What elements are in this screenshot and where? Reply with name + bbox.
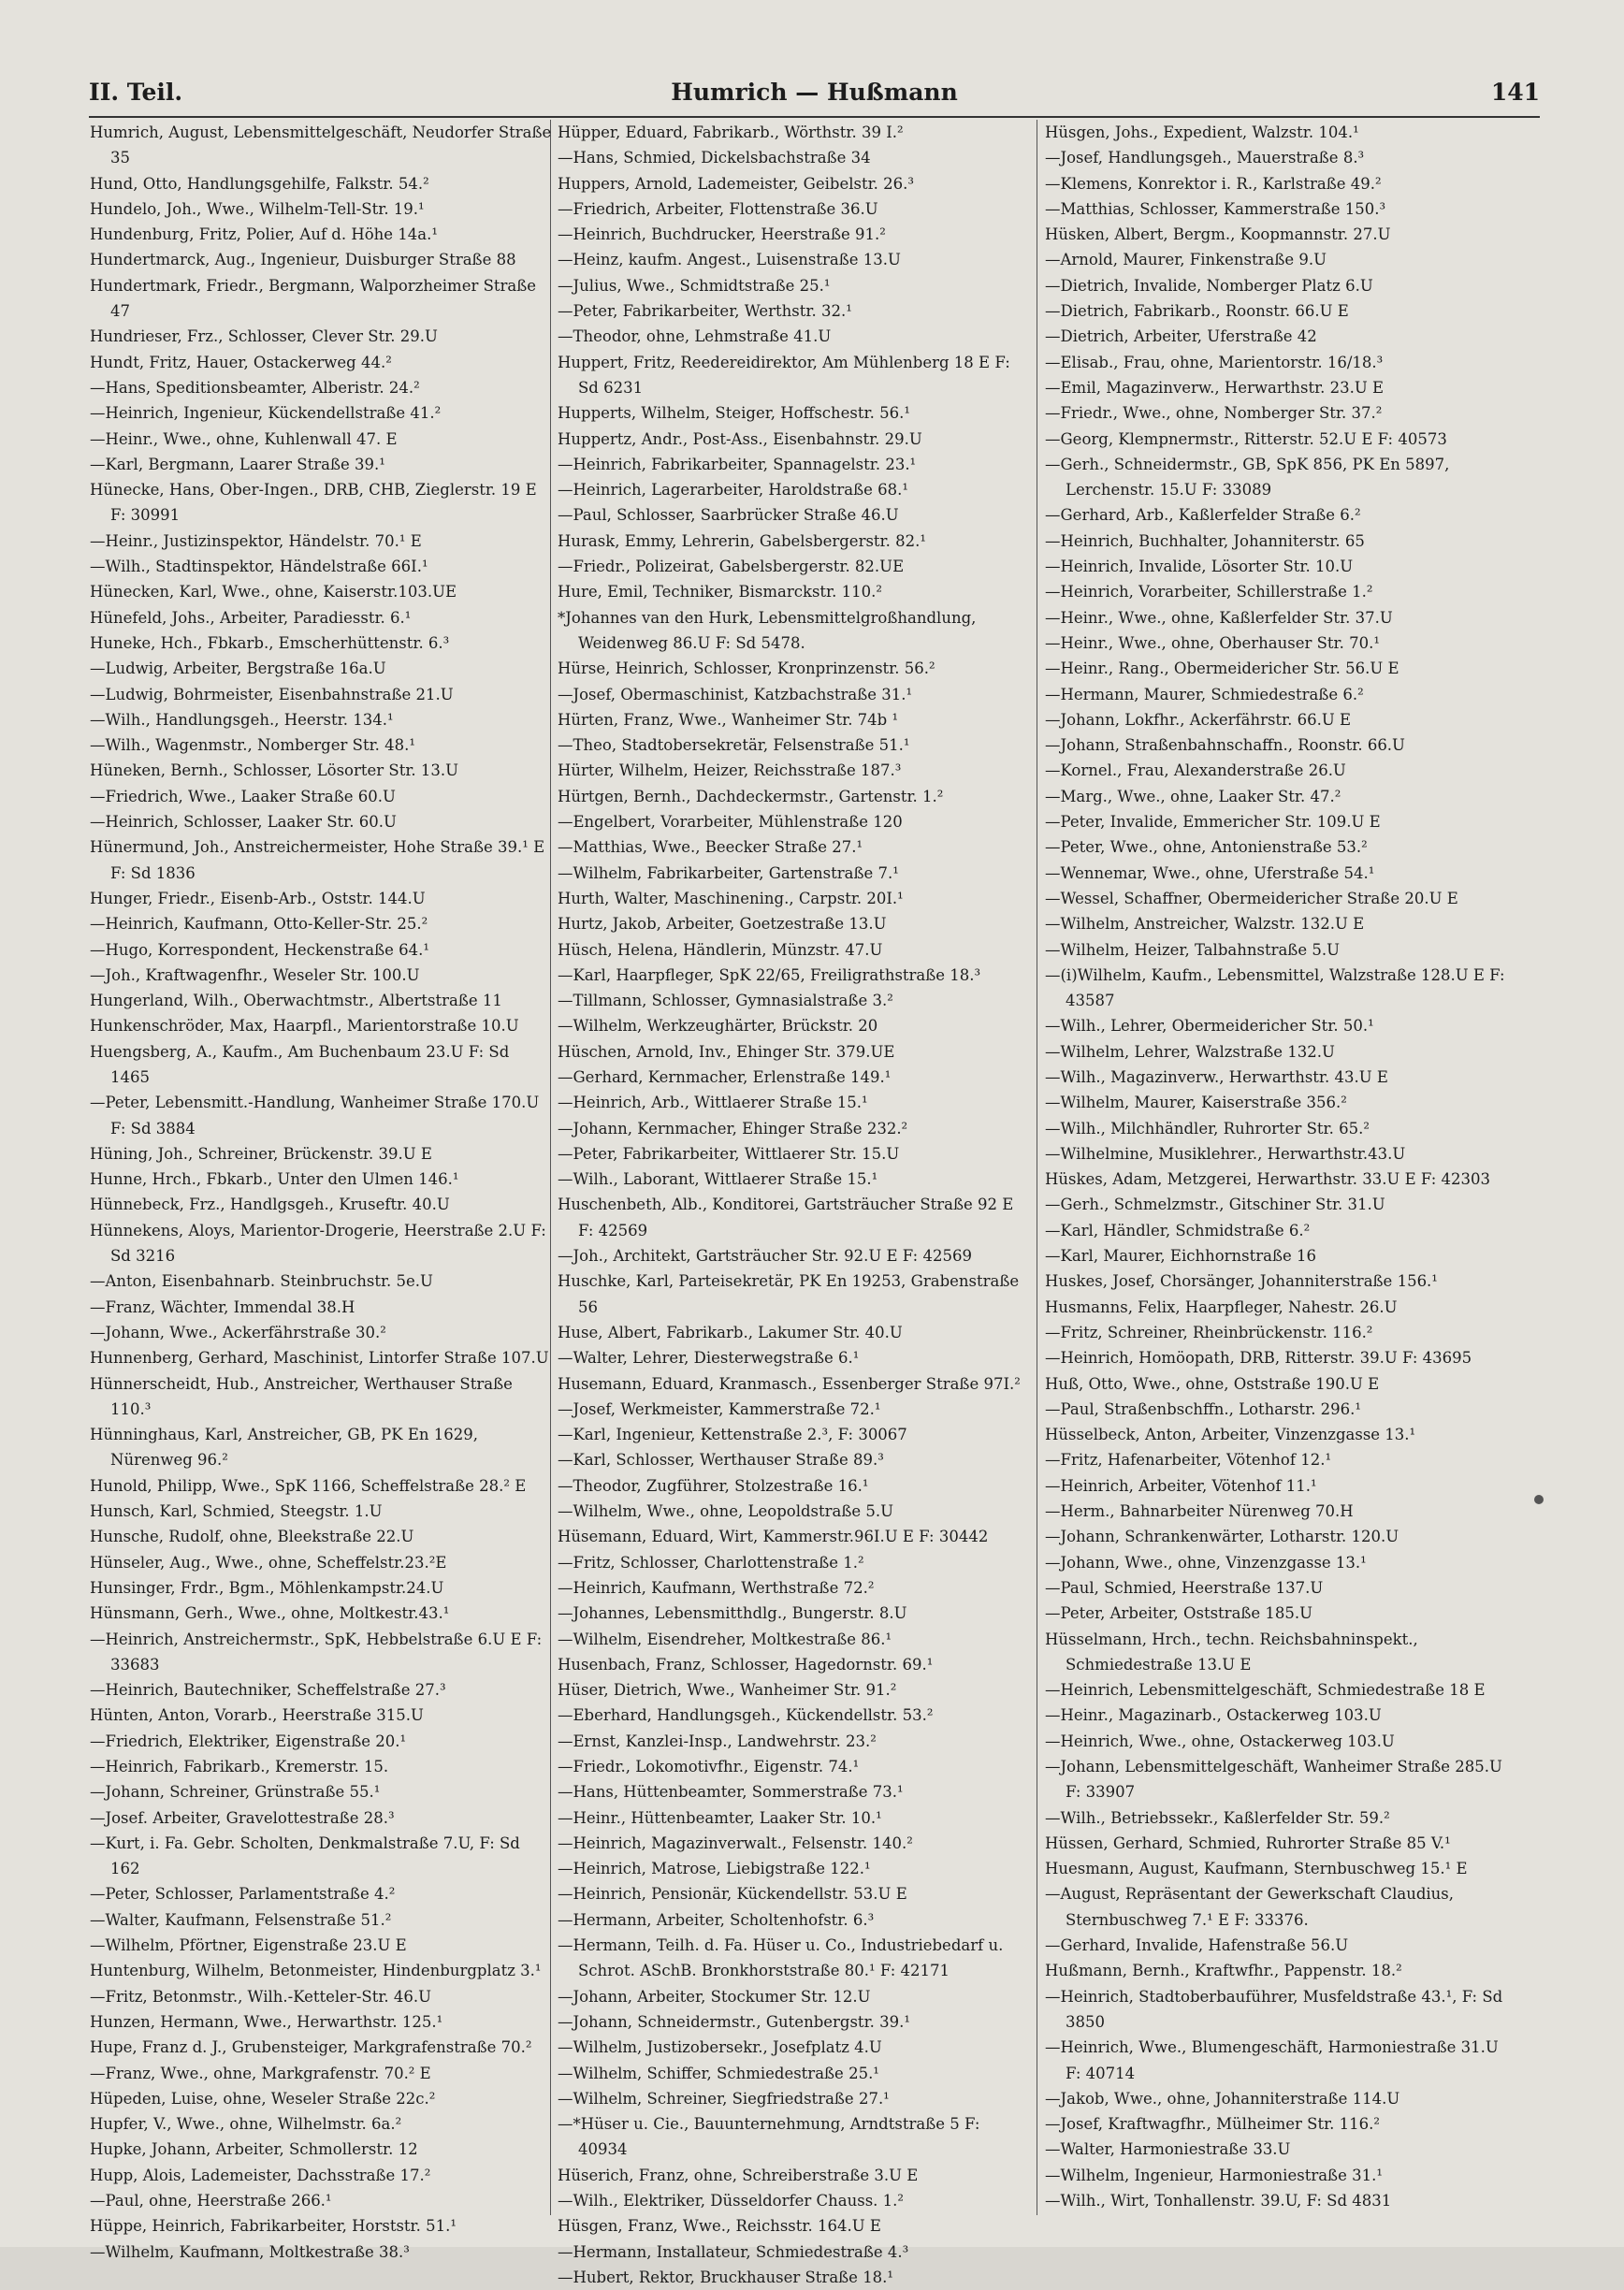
- directory-entry: —Wilhelm, Anstreicher, Walzstr. 132.U E: [1045, 915, 1365, 934]
- directory-entry: Hure, Emil, Techniker, Bismarckstr. 110.²: [558, 583, 882, 601]
- directory-entry: —Johann, Lebensmittelgeschäft, Wanheimer Straße 285.U F: 33907: [1045, 1758, 1502, 1802]
- directory-entry: —Friedr., Wwe., ohne, Nomberger Str. 37.²: [1045, 404, 1383, 423]
- directory-entry: Hünsmann, Gerh., Wwe., ohne, Moltkestr.43.¹: [90, 1604, 450, 1623]
- directory-entry: —Heinrich, Pensionär, Kückendellstr. 53.U E: [558, 1885, 907, 1904]
- directory-entry: —Heinrich, Ingenieur, Kückendellstraße 41.²: [90, 404, 442, 423]
- directory-entry: Hünseler, Aug., Wwe., ohne, Scheffelstr.23.²E: [90, 1553, 447, 1572]
- directory-entry: —Joh., Architekt, Gartsträucher Str. 92.U E F: 42569: [558, 1247, 972, 1266]
- directory-entry: Huntenburg, Wilhelm, Betonmeister, Hindenburgplatz 3.¹: [90, 1962, 542, 1980]
- directory-entry: —Johann, Schrankenwärter, Lotharstr. 120.U: [1045, 1528, 1399, 1546]
- directory-entry: Hundertmarck, Aug., Ingenieur, Duisburger Straße 88: [90, 251, 516, 269]
- directory-entry: —Heinr., Wwe., ohne, Kuhlenwall 47. E: [90, 429, 398, 448]
- directory-entry: —Wilhelm, Heizer, Talbahnstraße 5.U: [1045, 940, 1340, 959]
- directory-entry: —Wilhelm, Werkzeughärter, Brückstr. 20: [558, 1017, 878, 1036]
- directory-entry: —Hermann, Teilh. d. Fa. Hüser u. Co., Industriebedarf u. Schrot. ASchB. Bronkhorststraße 80.¹ F: 42171: [558, 1936, 1004, 1980]
- directory-entry: —Peter, Arbeiter, Oststraße 185.U: [1045, 1604, 1313, 1623]
- directory-entry: —Heinr., Magazinarb., Ostackerweg 103.U: [1045, 1706, 1382, 1725]
- directory-entry: —Karl, Ingenieur, Kettenstraße 2.³, F: 30067: [558, 1426, 907, 1444]
- directory-entry: Hünnerscheidt, Hub., Anstreicher, Werthauser Straße 110.³: [90, 1374, 513, 1418]
- directory-entry: —Klemens, Konrektor i. R., Karlstraße 49.²: [1045, 174, 1382, 193]
- directory-entry: —Marg., Wwe., ohne, Laaker Str. 47.²: [1045, 787, 1341, 805]
- directory-entry: —Heinrich, Fabrikarb., Kremerstr. 15.: [90, 1758, 389, 1775]
- ink-spot: [1534, 1495, 1544, 1504]
- page-number: 141: [1490, 79, 1540, 106]
- directory-entry: —Hubert, Rektor, Bruckhauser Straße 18.¹: [558, 2268, 894, 2286]
- directory-entry: Huneke, Hch., Fbkarb., Emscherhüttenstr. 6.³: [90, 633, 450, 652]
- directory-entry: —Wilhelm, Maurer, Kaiserstraße 356.²: [1045, 1094, 1347, 1112]
- directory-entry: —Engelbert, Vorarbeiter, Mühlenstraße 120: [558, 813, 903, 832]
- directory-entry: Hüschen, Arnold, Inv., Ehinger Str. 379.UE: [558, 1042, 895, 1061]
- directory-entry: —Wilh., Handlungsgeh., Heerstr. 134.¹: [90, 710, 394, 729]
- directory-entry: —Heinrich, Magazinverwalt., Felsenstr. 140.²: [558, 1833, 913, 1852]
- directory-entry: Hürten, Franz, Wwe., Wanheimer Str. 74b ¹: [558, 710, 899, 729]
- directory-entry: Hünten, Anton, Vorarb., Heerstraße 315.U: [90, 1706, 424, 1725]
- directory-entry: —Johann, Wwe., Ackerfährstraße 30.²: [90, 1323, 386, 1341]
- directory-entry: Hundertmark, Friedr., Bergmann, Walporzheimer Straße 47: [90, 276, 537, 321]
- directory-entry: —Josef. Arbeiter, Gravelottestraße 28.³: [90, 1808, 395, 1827]
- directory-entry: —Wilhelm, Fabrikarbeiter, Gartenstraße 7.¹: [558, 863, 899, 882]
- directory-entry: —Heinrich, Kaufmann, Otto-Keller-Str. 25.²: [90, 915, 428, 934]
- directory-entry: Hupperts, Wilhelm, Steiger, Hoffschestr. 56.¹: [558, 404, 910, 423]
- directory-entry: —Jakob, Wwe., ohne, Johanniterstraße 114.U: [1045, 2089, 1400, 2108]
- directory-entry: Hünefeld, Johs., Arbeiter, Paradiesstr. 6.¹: [90, 608, 412, 627]
- directory-entry: Hüpeden, Luise, ohne, Weseler Straße 22c.²: [90, 2089, 436, 2108]
- directory-entry: —Paul, ohne, Heerstraße 266.¹: [90, 2192, 332, 2210]
- directory-entry: Hürse, Heinrich, Schlosser, Kronprinzenstr. 56.²: [558, 659, 935, 678]
- directory-entry: —Heinrich, Bautechniker, Scheffelstraße 27.³: [90, 1681, 446, 1700]
- directory-entry: —Gerhard, Arb., Kaßlerfelder Straße 6.²: [1045, 506, 1361, 525]
- directory-entry: —Dietrich, Fabrikarb., Roonstr. 66.U E: [1045, 302, 1349, 321]
- directory-entry: —Wilhelmine, Musiklehrer., Herwarthstr.43.U: [1045, 1144, 1406, 1163]
- directory-entry: —Wilhelm, Kaufmann, Moltkestraße 38.³: [90, 2242, 410, 2261]
- directory-entry: Hundrieser, Frz., Schlosser, Clever Str. 29.U: [90, 327, 438, 346]
- directory-entry: —Heinrich, Arbeiter, Vötenhof 11.¹: [1045, 1476, 1317, 1495]
- directory-entry: Huskes, Josef, Chorsänger, Johanniterstraße 156.¹: [1045, 1272, 1438, 1291]
- directory-entry: Hüsken, Albert, Bergm., Koopmannstr. 27.U: [1045, 225, 1391, 244]
- directory-entry: —Wilhelm, Ingenieur, Harmoniestraße 31.¹: [1045, 2166, 1383, 2184]
- directory-entry: —Gerhard, Kernmacher, Erlenstraße 149.¹: [558, 1067, 892, 1086]
- directory-entry: Huß, Otto, Wwe., ohne, Oststraße 190.U E: [1045, 1374, 1380, 1393]
- directory-entry: Hünnekens, Aloys, Marientor-Drogerie, Heerstraße 2.U F: Sd 3216: [90, 1221, 546, 1266]
- directory-entry: Husemann, Eduard, Kranmasch., Essenberger Straße 97I.²: [558, 1374, 1021, 1393]
- directory-entry: —Hermann, Arbeiter, Scholtenhofstr. 6.³: [558, 1910, 875, 1929]
- directory-entry: —Wilh., Milchhändler, Ruhrorter Str. 65.²: [1045, 1119, 1370, 1138]
- directory-entry: *Johannes van den Hurk, Lebensmittelgroßhandlung, Weidenweg 86.U F: Sd 5478.: [558, 608, 977, 652]
- directory-entry: Huschenbeth, Alb., Konditorei, Gartsträucher Straße 92 E F: 42569: [558, 1196, 1014, 1239]
- directory-entry: —Wilh., Elektriker, Düsseldorfer Chauss. 1.²: [558, 2192, 905, 2210]
- directory-entry: —(i)Wilhelm, Kaufm., Lebensmittel, Walzstraße 128.U E F: 43587: [1045, 965, 1505, 1010]
- directory-entry: —Josef, Obermaschinist, Katzbachstraße 31.¹: [558, 685, 913, 703]
- directory-entry: —Eberhard, Handlungsgeh., Kückendellstr. 53.²: [558, 1706, 934, 1725]
- directory-entry: —Heinrich, Fabrikarbeiter, Spannagelstr. 23.¹: [558, 455, 917, 473]
- directory-entry: —Emil, Magazinverw., Herwarthstr. 23.U E: [1045, 378, 1385, 397]
- directory-entry: Hunzen, Hermann, Wwe., Herwarthstr. 125.¹: [90, 2012, 443, 2031]
- page-title: Humrich — Hußmann: [671, 79, 958, 106]
- directory-entry: —Paul, Schlosser, Saarbrücker Straße 46.U: [558, 506, 899, 525]
- directory-entry: —Friedr., Polizeirat, Gabelsbergerstr. 82.UE: [558, 558, 905, 576]
- directory-entry: —Friedrich, Elektriker, Eigenstraße 20.¹: [90, 1732, 407, 1750]
- directory-entry: Husmanns, Felix, Haarpfleger, Nahestr. 26.U: [1045, 1297, 1398, 1316]
- directory-entry: —Ernst, Kanzlei-Insp., Landwehrstr. 23.²: [558, 1732, 877, 1750]
- directory-entry: —Gerh., Schmelzmstr., Gitschiner Str. 31.U: [1045, 1196, 1385, 1214]
- directory-entry: —Johann, Kernmacher, Ehinger Straße 232.²: [558, 1119, 908, 1138]
- directory-entry: Hüsgen, Franz, Wwe., Reichsstr. 164.U E: [558, 2217, 881, 2236]
- directory-entry: Huengsberg, A., Kaufm., Am Buchenbaum 23.U F: Sd 1465: [90, 1042, 510, 1086]
- directory-entry: —Hermann, Installateur, Schmiedestraße 4.³: [558, 2242, 909, 2261]
- directory-entry: —Paul, Schmied, Heerstraße 137.U: [1045, 1578, 1324, 1597]
- page-header: [89, 73, 1540, 110]
- directory-entry: Huppertz, Andr., Post-Ass., Eisenbahnstr. 29.U: [558, 429, 922, 448]
- directory-entry: —Peter, Fabrikarbeiter, Werthstr. 32.¹: [558, 302, 852, 321]
- directory-entry: Hund, Otto, Handlungsgehilfe, Falkstr. 54.²: [90, 174, 429, 193]
- directory-entry: —Karl, Bergmann, Laarer Straße 39.¹: [90, 455, 385, 473]
- directory-entry: —Fritz, Schreiner, Rheinbrückenstr. 116.²: [1045, 1323, 1373, 1341]
- directory-entry: —Wilh., Wagenmstr., Nomberger Str. 48.¹: [90, 736, 415, 755]
- directory-entry: Hüser, Dietrich, Wwe., Wanheimer Str. 91.²: [558, 1681, 897, 1700]
- directory-entry: —Wilh., Stadtinspektor, Händelstraße 66I.¹: [90, 558, 428, 576]
- directory-entry: Hunkenschröder, Max, Haarpfl., Marientorstraße 10.U: [90, 1017, 519, 1036]
- directory-entry: —Fritz, Betonmstr., Wilh.-Ketteler-Str. 46.U: [90, 1987, 432, 2006]
- directory-entry: Hungerland, Wilh., Oberwachtmstr., Albertstraße 11: [90, 992, 502, 1010]
- directory-entry: —Johann, Lokfhr., Ackerfährstr. 66.U E: [1045, 710, 1352, 729]
- directory-entry: —Julius, Wwe., Schmidtstraße 25.¹: [558, 276, 831, 295]
- directory-entry: Hüsselbeck, Anton, Arbeiter, Vinzenzgasse 13.¹: [1045, 1426, 1416, 1444]
- directory-entry: Hünnebeck, Frz., Handlgsgeh., Kruseftr. 40.U: [90, 1196, 450, 1214]
- directory-entry: —Hugo, Korrespondent, Heckenstraße 64.¹: [90, 940, 430, 959]
- directory-entry: Hupfer, V., Wwe., ohne, Wilhelmstr. 6a.²: [90, 2115, 402, 2134]
- directory-entry: —Karl, Händler, Schmidstraße 6.²: [1045, 1221, 1311, 1239]
- directory-entry: Hünecken, Karl, Wwe., ohne, Kaiserstr.103.UE: [90, 583, 457, 601]
- directory-entry: —Joh., Kraftwagenfhr., Weseler Str. 100.U: [90, 965, 420, 984]
- directory-entry: Hürter, Wilhelm, Heizer, Reichsstraße 187.³: [558, 761, 902, 780]
- directory-entry: —Dietrich, Invalide, Nomberger Platz 6.U: [1045, 276, 1373, 295]
- directory-entry: Humrich, August, Lebensmittelgeschäft, Neudorfer Straße 35: [90, 123, 552, 167]
- directory-entry: —Josef, Kraftwagfhr., Mülheimer Str. 116.²: [1045, 2115, 1381, 2134]
- directory-entry: —Matthias, Schlosser, Kammerstraße 150.³: [1045, 199, 1386, 218]
- directory-entry: —August, Repräsentant der Gewerkschaft Claudius, Sternbuschweg 7.¹ E F: 33376.: [1045, 1885, 1455, 1929]
- directory-entry: Hüssen, Gerhard, Schmied, Ruhrorter Straße 85 V.¹: [1045, 1833, 1451, 1852]
- directory-entry: —Dietrich, Arbeiter, Uferstraße 42: [1045, 327, 1317, 346]
- directory-entry: Hüsemann, Eduard, Wirt, Kammerstr.96I.U E F: 30442: [558, 1528, 989, 1546]
- directory-entry: —Hans, Speditionsbeamter, Alberistr. 24.²: [90, 378, 420, 397]
- directory-entry: —Johann, Schneidermstr., Gutenbergstr. 39.¹: [558, 2012, 910, 2031]
- directory-entry: Hupke, Johann, Arbeiter, Schmollerstr. 12: [90, 2140, 418, 2159]
- directory-entry: —Heinrich, Kaufmann, Werthstraße 72.²: [558, 1578, 875, 1597]
- directory-entry: —Heinrich, Lagerarbeiter, Haroldstraße 68.¹: [558, 481, 908, 500]
- directory-entry: —Tillmann, Schlosser, Gymnasialstraße 3.²: [558, 992, 893, 1010]
- directory-entry: —Wilhelm, Pförtner, Eigenstraße 23.U E: [90, 1936, 407, 1955]
- directory-entry: —Heinrich, Buchhalter, Johanniterstr. 65: [1045, 531, 1365, 550]
- directory-entry: —Franz, Wächter, Immendal 38.H: [90, 1297, 355, 1316]
- column-2: [558, 120, 1021, 2286]
- directory-entry: —Karl, Maurer, Eichhornstraße 16: [1045, 1247, 1317, 1266]
- directory-entry: —*Hüser u. Cie., Bauunternehmung, Arndtstraße 5 F: 40934: [558, 2115, 980, 2159]
- directory-entry: Hupe, Franz d. J., Grubensteiger, Markgrafenstraße 70.²: [90, 2038, 532, 2057]
- directory-entry: —Wilhelm, Wwe., ohne, Leopoldstraße 5.U: [558, 1502, 894, 1521]
- directory-entry: —Hans, Hüttenbeamter, Sommerstraße 73.¹: [558, 1783, 904, 1802]
- directory-entry: —Heinz, kaufm. Angest., Luisenstraße 13.U: [558, 251, 901, 269]
- directory-entry: —Karl, Schlosser, Werthauser Straße 89.³: [558, 1451, 884, 1470]
- directory-entry: Hurth, Walter, Maschinening., Carpstr. 20I.¹: [558, 889, 904, 907]
- directory-entry: —Hermann, Maurer, Schmiedestraße 6.²: [1045, 685, 1364, 703]
- directory-entry: —Wilh., Laborant, Wittlaerer Straße 15.¹: [558, 1170, 878, 1189]
- directory-entry: Hünecke, Hans, Ober-Ingen., DRB, CHB, Zieglerstr. 19 E F: 30991: [90, 481, 537, 525]
- directory-entry: —Heinr., Justizinspektor, Händelstr. 70.¹ E: [90, 531, 422, 550]
- directory-entry: —Friedrich, Arbeiter, Flottenstraße 36.U: [558, 199, 878, 218]
- directory-entry: —Theodor, ohne, Lehmstraße 41.U: [558, 327, 832, 346]
- header-rule: [89, 116, 1540, 118]
- directory-entry: —Friedrich, Wwe., Laaker Straße 60.U: [90, 787, 396, 805]
- directory-entry: Hüppe, Heinrich, Fabrikarbeiter, Horststr. 51.¹: [90, 2217, 457, 2236]
- directory-entry: —Wennemar, Wwe., ohne, Uferstraße 54.¹: [1045, 863, 1375, 882]
- directory-entry: —Fritz, Schlosser, Charlottenstraße 1.²: [558, 1553, 864, 1572]
- directory-entry: —Georg, Klempnermstr., Ritterstr. 52.U E F: 40573: [1045, 429, 1447, 448]
- directory-entry: —Herm., Bahnarbeiter Nürenweg 70.H: [1045, 1502, 1354, 1521]
- directory-entry: —Heinrich, Arb., Wittlaerer Straße 15.¹: [558, 1094, 868, 1112]
- directory-entry: —Wilh., Lehrer, Obermeidericher Str. 50.¹: [1045, 1017, 1374, 1036]
- directory-entry: —Peter, Wwe., ohne, Antonienstraße 53.²: [1045, 838, 1368, 857]
- directory-entry: —Wessel, Schaffner, Obermeidericher Straße 20.U E: [1045, 889, 1458, 907]
- directory-entry: —Wilh., Wirt, Tonhallenstr. 39.U, F: Sd 4831: [1045, 2192, 1392, 2210]
- directory-entry: —Heinrich, Invalide, Lösorter Str. 10.U: [1045, 558, 1354, 576]
- directory-entry: Hunnenberg, Gerhard, Maschinist, Lintorfer Straße 107.U: [90, 1349, 549, 1368]
- column-3: [1045, 120, 1508, 2215]
- directory-entry: —Heinrich, Wwe., Blumengeschäft, Harmoniestraße 31.U F: 40714: [1045, 2038, 1499, 2082]
- directory-entry: Hurtz, Jakob, Arbeiter, Goetzestraße 13.U: [558, 915, 887, 934]
- directory-entry: Hundenburg, Fritz, Polier, Auf d. Höhe 14a.¹: [90, 225, 438, 244]
- directory-entry: Hunsche, Rudolf, ohne, Bleekstraße 22.U: [90, 1528, 414, 1546]
- directory-entry: —Wilh., Magazinverw., Herwarthstr. 43.U E: [1045, 1067, 1388, 1086]
- column-1: [90, 120, 553, 2261]
- directory-entry: —Josef, Handlungsgeh., Mauerstraße 8.³: [1045, 149, 1365, 167]
- directory-entry: —Fritz, Hafenarbeiter, Vötenhof 12.¹: [1045, 1451, 1332, 1470]
- directory-entry: Huppert, Fritz, Reedereidirektor, Am Mühlenberg 18 E F: Sd 6231: [558, 353, 1010, 397]
- directory-entry: Hunger, Friedr., Eisenb-Arb., Oststr. 144.U: [90, 889, 426, 907]
- directory-entry: Hurask, Emmy, Lehrerin, Gabelsbergerstr. 82.¹: [558, 531, 926, 550]
- directory-entry: —Wilh., Betriebssekr., Kaßlerfelder Str. 59.²: [1045, 1808, 1390, 1827]
- directory-entry: —Heinrich, Matrose, Liebigstraße 122.¹: [558, 1860, 871, 1878]
- directory-entry: Hunsinger, Frdr., Bgm., Möhlenkampstr.24.U: [90, 1578, 444, 1597]
- section-label: II. Teil.: [89, 79, 183, 106]
- directory-entry: —Heinr., Wwe., ohne, Kaßlerfelder Str. 37.U: [1045, 608, 1393, 627]
- directory-entry: —Johannes, Lebensmitthdlg., Bungerstr. 8.U: [558, 1604, 907, 1623]
- directory-entry: Hünermund, Joh., Anstreichermeister, Hohe Straße 39.¹ E F: Sd 1836: [90, 838, 545, 882]
- directory-entry: —Walter, Lehrer, Diesterwegstraße 6.¹: [558, 1349, 860, 1368]
- directory-entry: —Peter, Invalide, Emmericher Str. 109.U E: [1045, 813, 1381, 832]
- directory-entry: —Elisab., Frau, ohne, Marientorstr. 16/18.³: [1045, 353, 1384, 371]
- directory-entry: —Anton, Eisenbahnarb. Steinbruchstr. 5e.U: [90, 1272, 433, 1291]
- directory-entry: —Arnold, Maurer, Finkenstraße 9.U: [1045, 251, 1327, 269]
- directory-entry: —Heinrich, Wwe., ohne, Ostackerweg 103.U: [1045, 1732, 1395, 1750]
- directory-entry: Hüsch, Helena, Händlerin, Münzstr. 47.U: [558, 940, 883, 959]
- directory-entry: Huesmann, August, Kaufmann, Sternbuschweg 15.¹ E: [1045, 1860, 1468, 1878]
- directory-entry: Husenbach, Franz, Schlosser, Hagedornstr. 69.¹: [558, 1655, 934, 1674]
- directory-entry: Hüneken, Bernh., Schlosser, Lösorter Str. 13.U: [90, 761, 459, 780]
- directory-entry: Hüskes, Adam, Metzgerei, Herwarthstr. 33.U E F: 42303: [1045, 1170, 1491, 1189]
- directory-entry: —Wilhelm, Schreiner, Siegfriedstraße 27.¹: [558, 2089, 890, 2108]
- directory-entry: Hunne, Hrch., Fbkarb., Unter den Ulmen 146.¹: [90, 1170, 459, 1189]
- directory-entry: —Wilhelm, Eisendreher, Moltkestraße 86.¹: [558, 1630, 892, 1648]
- directory-entry: Huse, Albert, Fabrikarb., Lakumer Str. 40.U: [558, 1323, 903, 1341]
- directory-entry: Hupp, Alois, Lademeister, Dachsstraße 17.²: [90, 2166, 431, 2184]
- directory-entry: —Wilhelm, Lehrer, Walzstraße 132.U: [1045, 1042, 1335, 1061]
- directory-entry: —Peter, Lebensmitt.-Handlung, Wanheimer Straße 170.U F: Sd 3884: [90, 1094, 540, 1138]
- directory-entry: —Friedr., Lokomotivfhr., Eigenstr. 74.¹: [558, 1758, 860, 1775]
- directory-entry: —Theodor, Zugführer, Stolzestraße 16.¹: [558, 1476, 869, 1495]
- directory-entry: —Johann, Arbeiter, Stockumer Str. 12.U: [558, 1987, 871, 2006]
- directory-entry: Huppers, Arnold, Lademeister, Geibelstr. 26.³: [558, 174, 915, 193]
- directory-entry: —Theo, Stadtobersekretär, Felsenstraße 51.¹: [558, 736, 910, 755]
- directory-entry: Huschke, Karl, Parteisekretär, PK En 19253, Grabenstraße 56: [558, 1272, 1020, 1316]
- directory-entry: —Hans, Schmied, Dickelsbachstraße 34: [558, 149, 871, 167]
- directory-entry: Hunsch, Karl, Schmied, Steegstr. 1.U: [90, 1502, 383, 1521]
- directory-entry: —Johann, Schreiner, Grünstraße 55.¹: [90, 1783, 381, 1802]
- directory-entry: Hünninghaus, Karl, Anstreicher, GB, PK En 1629, Nürenweg 96.²: [90, 1426, 478, 1470]
- directory-entry: Hüsselmann, Hrch., techn. Reichsbahninspekt., Schmiedestraße 13.U E: [1045, 1630, 1418, 1674]
- directory-entry: —Gerh., Schneidermstr., GB, SpK 856, PK En 5897, Lerchenstr. 15.U F: 33089: [1045, 455, 1450, 500]
- directory-entry: —Wilhelm, Schiffer, Schmiedestraße 25.¹: [558, 2064, 879, 2082]
- directory-entry: Hüpper, Eduard, Fabrikarb., Wörthstr. 39 I.²: [558, 123, 904, 141]
- directory-entry: —Kornel., Frau, Alexanderstraße 26.U: [1045, 761, 1346, 780]
- directory-entry: —Johann, Straßenbahnschaffn., Roonstr. 66.U: [1045, 736, 1405, 755]
- directory-entry: —Heinr., Hüttenbeamter, Laaker Str. 10.¹: [558, 1808, 882, 1827]
- directory-entry: Hürtgen, Bernh., Dachdeckermstr., Gartenstr. 1.²: [558, 787, 944, 805]
- directory-entry: —Johann, Wwe., ohne, Vinzenzgasse 13.¹: [1045, 1553, 1367, 1572]
- directory-entry: —Heinrich, Stadtoberbauführer, Musfeldstraße 43.¹, F: Sd 3850: [1045, 1987, 1503, 2031]
- directory-entry: —Heinrich, Homöopath, DRB, Ritterstr. 39.U F: 43695: [1045, 1349, 1472, 1368]
- directory-entry: —Wilhelm, Justizobersekr., Josefplatz 4.U: [558, 2038, 882, 2057]
- directory-entry: —Franz, Wwe., ohne, Markgrafenstr. 70.² E: [90, 2064, 431, 2082]
- directory-entry: Hundelo, Joh., Wwe., Wilhelm-Tell-Str. 19.¹: [90, 199, 425, 218]
- directory-entry: —Kurt, i. Fa. Gebr. Scholten, Denkmalstraße 7.U, F: Sd 162: [90, 1833, 520, 1878]
- directory-entry: —Ludwig, Arbeiter, Bergstraße 16a.U: [90, 659, 386, 678]
- directory-entry: —Peter, Fabrikarbeiter, Wittlaerer Str. 15.U: [558, 1144, 900, 1163]
- directory-entry: —Heinrich, Buchdrucker, Heerstraße 91.²: [558, 225, 886, 244]
- directory-entry: Hüning, Joh., Schreiner, Brückenstr. 39.U E: [90, 1144, 432, 1163]
- directory-entry: Hußmann, Bernh., Kraftwfhr., Pappenstr. 18.²: [1045, 1962, 1402, 1980]
- directory-entry: —Heinrich, Vorarbeiter, Schillerstraße 1.²: [1045, 583, 1373, 601]
- directory-entry: —Ludwig, Bohrmeister, Eisenbahnstraße 21.U: [90, 685, 454, 703]
- directory-entry: —Gerhard, Invalide, Hafenstraße 56.U: [1045, 1936, 1349, 1955]
- directory-entry: —Heinrich, Schlosser, Laaker Str. 60.U: [90, 813, 397, 832]
- directory-entry: Hüserich, Franz, ohne, Schreiberstraße 3.U E: [558, 2166, 919, 2184]
- directory-entry: —Walter, Kaufmann, Felsenstraße 51.²: [90, 1910, 392, 1929]
- directory-entry: Hüsgen, Johs., Expedient, Walzstr. 104.¹: [1045, 123, 1359, 141]
- directory-entry: —Josef, Werkmeister, Kammerstraße 72.¹: [558, 1399, 881, 1418]
- directory-entry: —Matthias, Wwe., Beecker Straße 27.¹: [558, 838, 863, 857]
- directory-entry: —Paul, Straßenbschffn., Lotharstr. 296.¹: [1045, 1399, 1362, 1418]
- directory-entry: —Heinrich, Anstreichermstr., SpK, Hebbelstraße 6.U E F: 33683: [90, 1630, 543, 1674]
- directory-entry: —Peter, Schlosser, Parlamentstraße 4.²: [90, 1885, 396, 1904]
- directory-entry: —Walter, Harmoniestraße 33.U: [1045, 2140, 1291, 2159]
- directory-entry: Hundt, Fritz, Hauer, Ostackerweg 44.²: [90, 353, 392, 371]
- directory-entry: —Karl, Haarpfleger, SpK 22/65, Freiligrathstraße 18.³: [558, 965, 981, 984]
- directory-entry: —Heinr., Wwe., ohne, Oberhauser Str. 70.¹: [1045, 633, 1380, 652]
- directory-entry: —Heinr., Rang., Obermeidericher Str. 56.U E: [1045, 659, 1399, 678]
- directory-entry: Hunold, Philipp, Wwe., SpK 1166, Scheffelstraße 28.² E: [90, 1476, 527, 1495]
- directory-entry: —Heinrich, Lebensmittelgeschäft, Schmiedestraße 18 E: [1045, 1681, 1486, 1700]
